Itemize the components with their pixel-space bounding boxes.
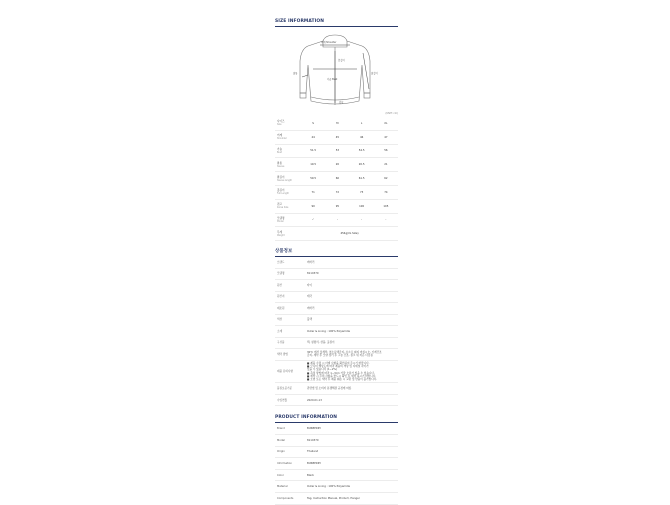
size-row <box>275 185 398 199</box>
size-label-ko: 사이즈 <box>277 120 285 124</box>
svg-text:팔길이: 팔길이 <box>371 72 378 75</box>
info-row <box>275 268 398 280</box>
size-label-en: Size <box>277 123 282 127</box>
size-label-ko: 총길이 <box>277 189 285 193</box>
info-key: Material <box>275 481 307 493</box>
info-value-line: 30℃ 에서 울세탁, 염소표백금지, 손으로 짜지 마십시오, 기계건조 <box>307 351 382 355</box>
size-value: M <box>325 117 349 130</box>
info-value: BURBERRY <box>307 458 398 470</box>
size-value: ✓ <box>301 213 325 227</box>
info-value: Outer & Lining : 100% Polyamide <box>307 326 398 338</box>
size-value: 46 <box>350 130 374 144</box>
size-label-ko: 어깨 <box>277 134 283 138</box>
jacket-outline-illustration <box>275 27 398 111</box>
size-value: 105 <box>374 199 398 213</box>
size-row <box>275 117 398 130</box>
size-table <box>275 117 398 241</box>
info-row <box>275 337 398 349</box>
size-row-label <box>275 158 301 172</box>
svg-text:팔통: 팔통 <box>293 72 298 75</box>
ko-section-title: 상품정보 <box>275 249 293 255</box>
info-row <box>275 314 398 326</box>
size-value: 21 <box>374 158 398 172</box>
svg-text:밑단: 밑단 <box>339 101 344 104</box>
info-key: 모델명 <box>275 268 307 280</box>
info-value-line: ■ 모니터 해상도에 따라 제품의 색상 및 디테일 차이가 <box>307 365 369 369</box>
info-key: 원산 <box>275 280 307 292</box>
size-unit: (UNIT: cm) <box>385 112 398 115</box>
size-value: XL <box>374 117 398 130</box>
size-label-en: Full Length <box>277 192 289 196</box>
info-value: 블랙 <box>307 314 398 326</box>
info-value: 태국 <box>307 291 398 303</box>
info-value-line: 있을 수 있습니다 (1~2%) <box>307 368 337 372</box>
garment-size-diagram <box>275 27 398 111</box>
size-label-ko: 가슴 <box>277 147 283 151</box>
size-row <box>275 199 398 213</box>
info-value <box>307 349 398 361</box>
size-value: 73 <box>350 185 374 199</box>
info-value-line: ■ 오염 또는 세탁 후 제품 훼손 시 교환 및 반품이 불가합니다. <box>307 377 377 381</box>
size-label-ko: 무게 <box>277 230 283 234</box>
size-merged-value: 454g(XL Size) <box>301 227 398 241</box>
size-value: 59.5 <box>301 172 325 186</box>
info-value: 타이 <box>307 280 398 292</box>
size-section-title: SIZE INFORMATION <box>275 19 324 24</box>
info-row <box>275 280 398 292</box>
size-value: 56 <box>374 144 398 158</box>
info-key: 브랜드 <box>275 257 307 268</box>
size-row-label <box>275 144 301 158</box>
size-value: L <box>350 117 374 130</box>
info-row <box>275 394 398 406</box>
size-value: 19.5 <box>301 158 325 172</box>
size-label-en: Weight <box>277 233 285 237</box>
info-value: Tag, Instruction Manual, Product, Hanger <box>307 493 398 505</box>
size-row-label <box>275 199 301 213</box>
size-value: 61.5 <box>350 172 374 186</box>
info-value: 버버리 <box>307 257 398 268</box>
info-key: Components <box>275 493 307 505</box>
size-label-en: Korea Size <box>277 206 289 210</box>
info-row <box>275 257 398 268</box>
info-key: 제조원 <box>275 303 307 315</box>
size-row-label <box>275 227 301 241</box>
info-key: Information <box>275 458 307 470</box>
info-row <box>275 469 398 481</box>
info-value: Black <box>307 469 398 481</box>
size-value: 47 <box>374 130 398 144</box>
size-value: 53 <box>325 144 349 158</box>
size-value: 95 <box>325 199 349 213</box>
size-value: 90 <box>301 199 325 213</box>
size-row <box>275 172 398 186</box>
info-value-line: ■ 세탁 시 주의 사항을 반드시 확인 후 세탁 하시기 바랍니다. <box>307 374 377 378</box>
size-label-en: Sleeve <box>277 164 285 168</box>
info-row <box>275 326 398 338</box>
size-value: - <box>325 213 349 227</box>
info-row <box>275 435 398 447</box>
info-key: Origin <box>275 446 307 458</box>
size-label-en: Bust <box>277 150 282 154</box>
size-row <box>275 227 398 241</box>
info-key: 수입연월 <box>275 394 307 406</box>
info-value-line: 금지, 세탁 후 모양 정리 후 그늘 건조, 실크 위 저온 다림질 <box>307 354 373 358</box>
label-shoulder: 어깨 Shoulder <box>321 41 337 44</box>
size-row <box>275 144 398 158</box>
size-label-ko: 팔통 <box>277 161 283 165</box>
info-row <box>275 493 398 505</box>
info-key: 품질보증기준 <box>275 383 307 395</box>
info-row <box>275 458 398 470</box>
info-key: 소재 <box>275 326 307 338</box>
size-label-ko: 모델명 <box>277 216 285 220</box>
info-row <box>275 303 398 315</box>
info-row <box>275 423 398 434</box>
size-row <box>275 158 398 172</box>
size-value: 51.5 <box>301 144 325 158</box>
info-row <box>275 481 398 493</box>
size-row-label <box>275 130 301 144</box>
info-row <box>275 360 398 383</box>
info-value-line: ■ 측정 방법에 따라 1~3cm 가량 오차가 있을 수 있습니다. <box>307 371 375 375</box>
size-row-label <box>275 117 301 130</box>
info-value: Outer & Lining : 100% Polyamide <box>307 481 398 493</box>
info-value: 버버리 <box>307 303 398 315</box>
size-label-ko: 팔길이 <box>277 175 285 179</box>
info-key: 제품 유의사항 <box>275 360 307 383</box>
info-key: 원산지 <box>275 291 307 303</box>
info-value: BURBERRY <box>307 423 398 434</box>
info-row <box>275 446 398 458</box>
info-value <box>307 360 398 383</box>
info-value: Thailand <box>307 446 398 458</box>
size-row-label <box>275 172 301 186</box>
content-column <box>275 0 398 505</box>
size-value: 45 <box>325 130 349 144</box>
info-value: 2020.01.13 <box>307 394 398 406</box>
size-value: 54.5 <box>350 144 374 158</box>
info-value-line: ■ 제품 수령 시 아래 사항을 확인하여 주시기 바랍니다. <box>307 362 370 366</box>
label-chest: 가슴 Bust <box>327 78 338 81</box>
info-value: 8110370 <box>307 268 398 280</box>
info-key: 색상 <box>275 314 307 326</box>
size-value: 20.5 <box>350 158 374 172</box>
ko-info-table <box>275 257 398 406</box>
info-value: 택, 설명서, 상품, 옷걸이 <box>307 337 398 349</box>
size-row-label <box>275 185 301 199</box>
size-value: - <box>350 213 374 227</box>
info-key: Color <box>275 469 307 481</box>
info-key: 구성품 <box>275 337 307 349</box>
size-value: 72 <box>325 185 349 199</box>
size-row <box>275 130 398 144</box>
info-key: Brand <box>275 423 307 434</box>
size-value: 71 <box>301 185 325 199</box>
size-value: 62 <box>374 172 398 186</box>
info-value: 관련법 및 소비자 분쟁해결 규정에 따름 <box>307 383 398 395</box>
size-label-en: Sleeve length <box>277 178 292 182</box>
info-row <box>275 291 398 303</box>
info-value: 8110370 <box>307 435 398 447</box>
size-label-en: Model <box>277 219 284 223</box>
size-value: - <box>374 213 398 227</box>
size-value: S <box>301 117 325 130</box>
info-key: Model <box>275 435 307 447</box>
en-section-title: PRODUCT INFORMATION <box>275 415 338 421</box>
en-info-table <box>275 423 398 504</box>
info-row <box>275 383 398 395</box>
info-row <box>275 349 398 361</box>
size-label-ko: 권고 <box>277 203 283 207</box>
size-value: 74 <box>374 185 398 199</box>
size-value: 60 <box>325 172 349 186</box>
size-value: 20 <box>325 158 349 172</box>
size-value: 100 <box>350 199 374 213</box>
size-row <box>275 213 398 227</box>
size-value: 44 <box>301 130 325 144</box>
info-key: 세탁 방법 <box>275 349 307 361</box>
svg-text:총길이: 총길이 <box>338 59 345 62</box>
size-row-label <box>275 213 301 227</box>
size-label-en: Shoulder <box>277 137 287 141</box>
